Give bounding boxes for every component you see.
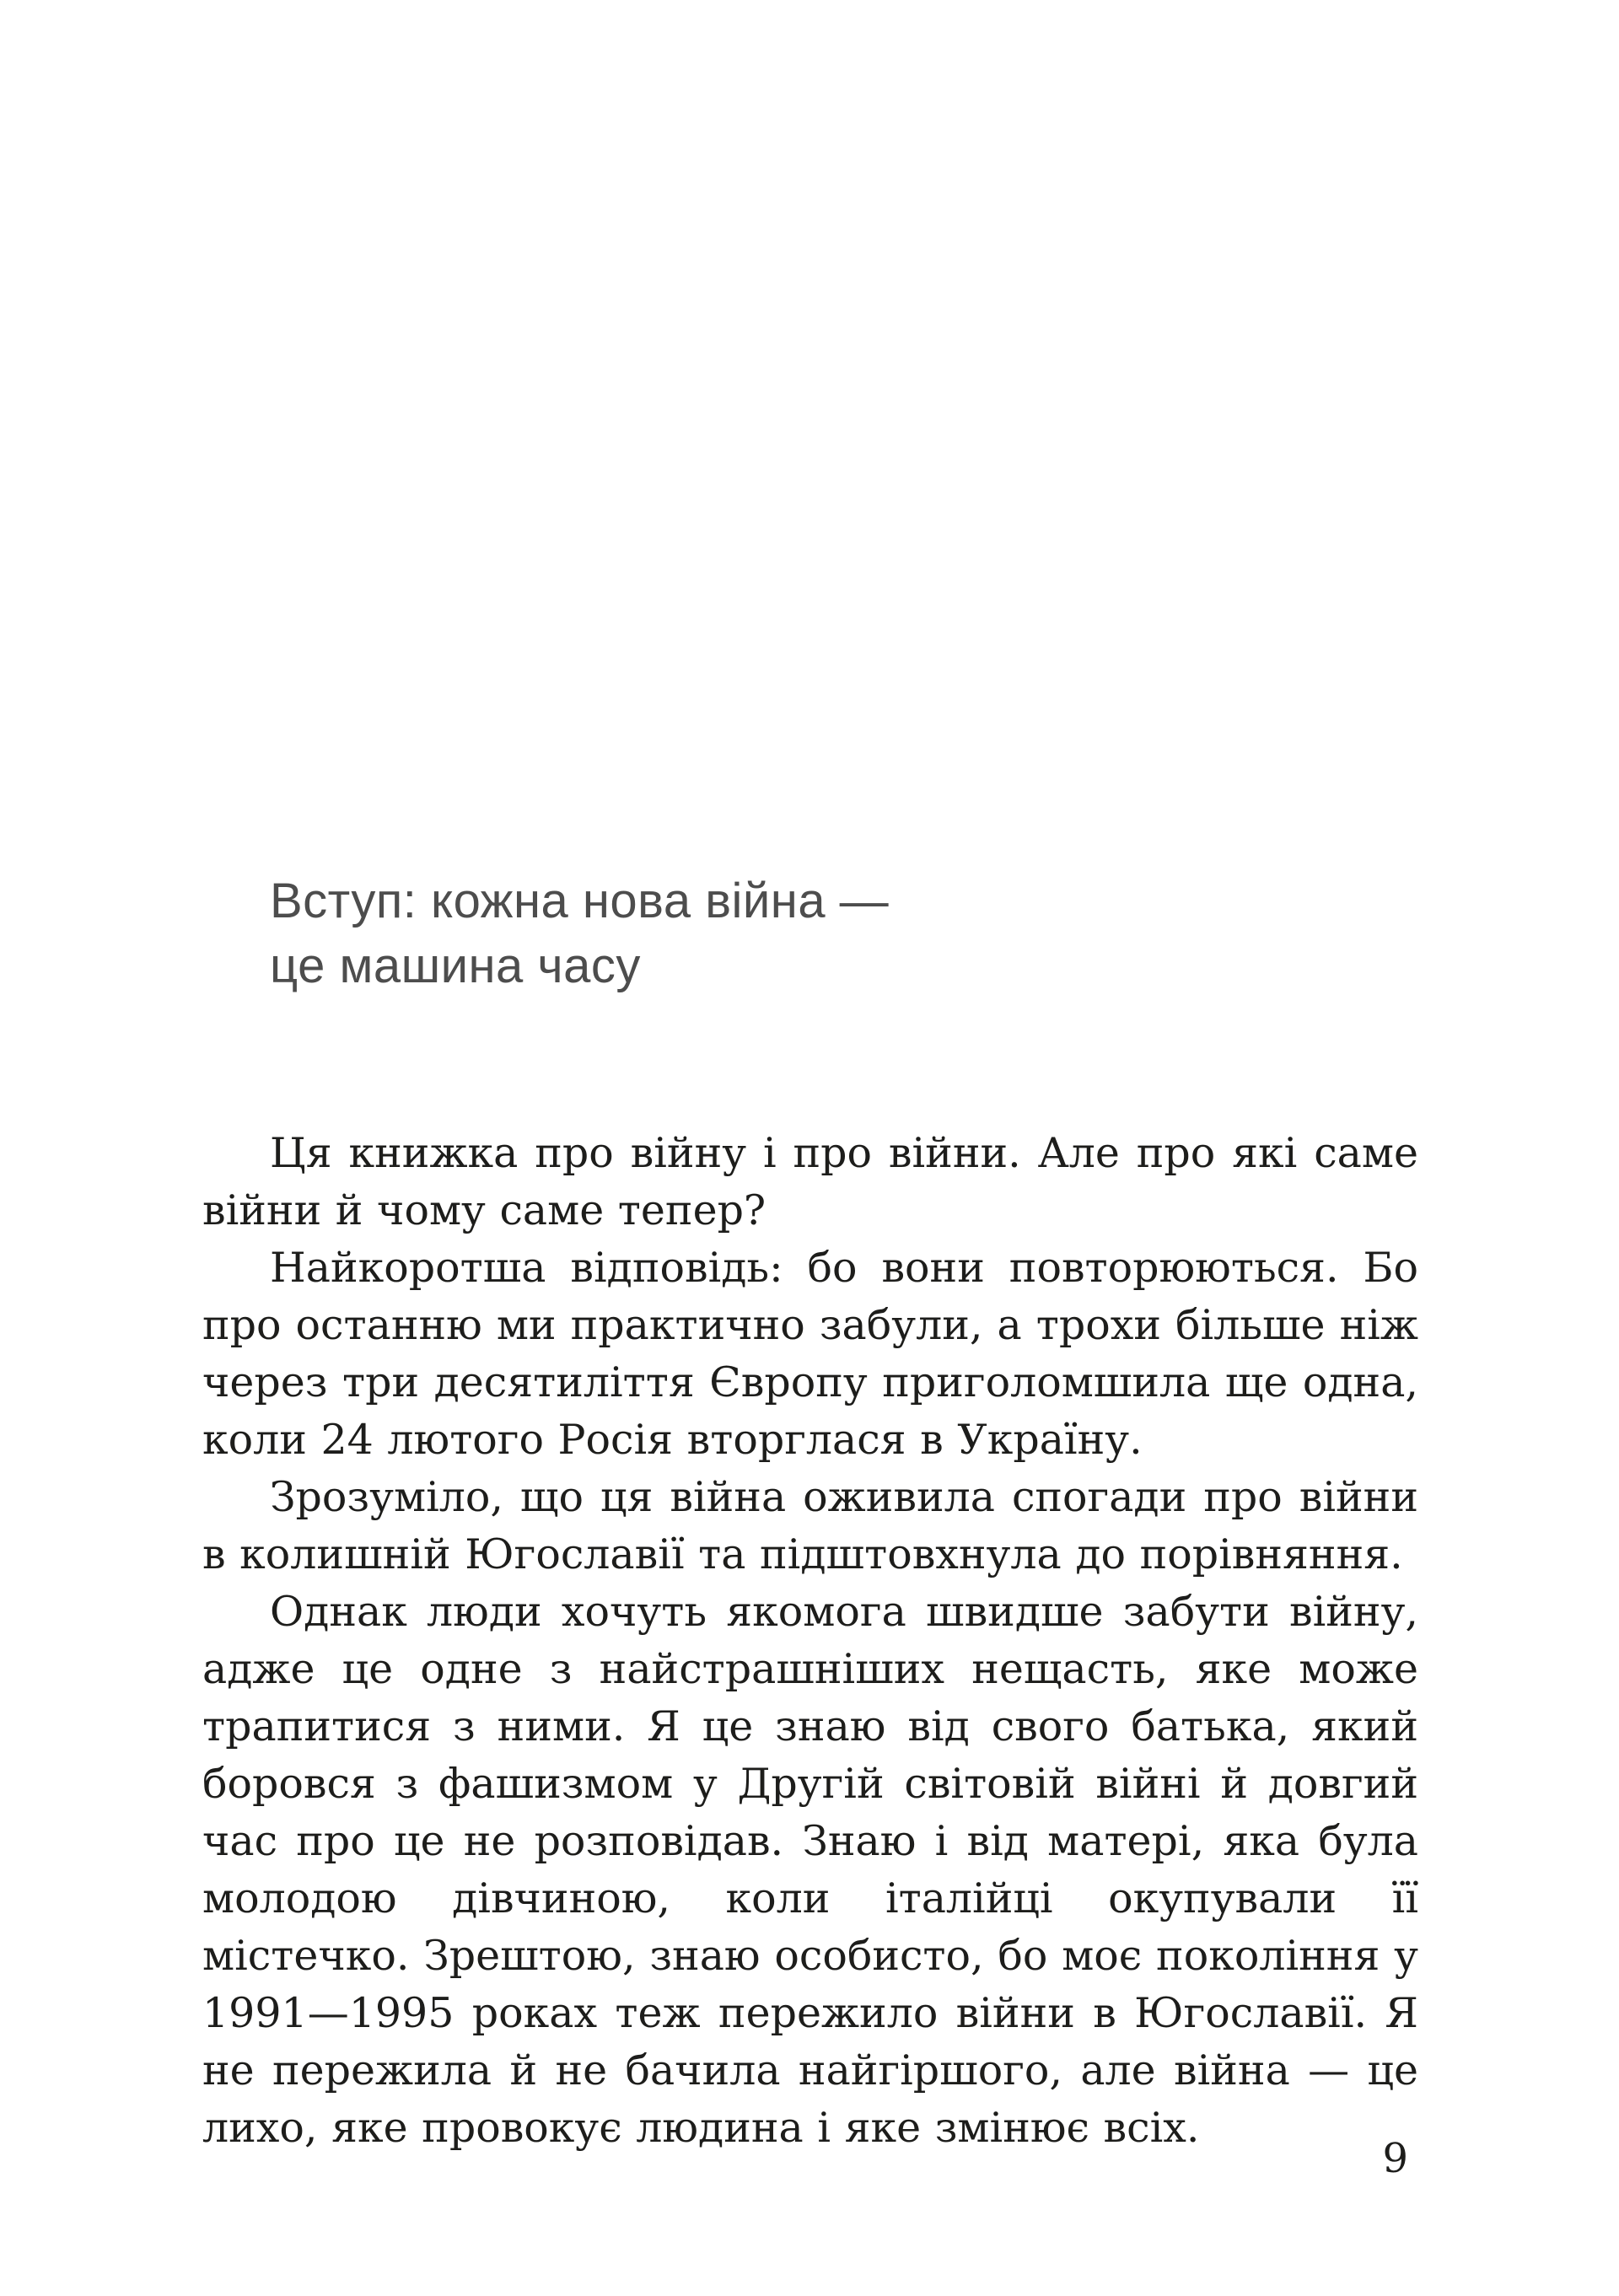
paragraph: Зрозуміло, що ця війна оживила спогади про війни в колишній Югославії та підштовхнула до порівняння. [202, 1473, 1418, 1579]
chapter-title [270, 868, 1418, 998]
paragraph: Однак люди хочуть якомога швидше забути війну, адже це одне з найстрашніших нещасть, яке може трапитися з ними. Я це знаю від свого батька, який боровся з фашизмом у Другій світовій війні й довгий час про це не розповідав. Знаю і від матері, яка була молодою дівчиною, коли італійці окупували її містечко. Зрештою, знаю особисто, бо моє покоління у 1991—1995 роках теж пережило війни в Югославії. Я не пережила й не бачила найгіршого, але війна — це лихо, яке провокує людина і яке змінює всіх. [202, 1588, 1418, 2153]
chapter-title-line-1: Вступ: кожна нова війна — [270, 874, 890, 928]
text-block [202, 868, 1418, 2157]
page-number: 9 [1382, 2135, 1408, 2182]
paragraph: Ця книжка про війну і про війни. Але про які саме війни й чому саме тепер? [202, 1129, 1418, 1235]
chapter-title-line-2: це машина часу [270, 938, 641, 994]
body-text [202, 1125, 1418, 2157]
paragraph: Найкоротша відповідь: бо вони повторюються. Бо про останню ми практично забули, а трохи більше ніж через три десятиліття Європу приголомшила ще одна, коли 24 лютого Росія вторглася в Україну. [202, 1244, 1418, 1465]
